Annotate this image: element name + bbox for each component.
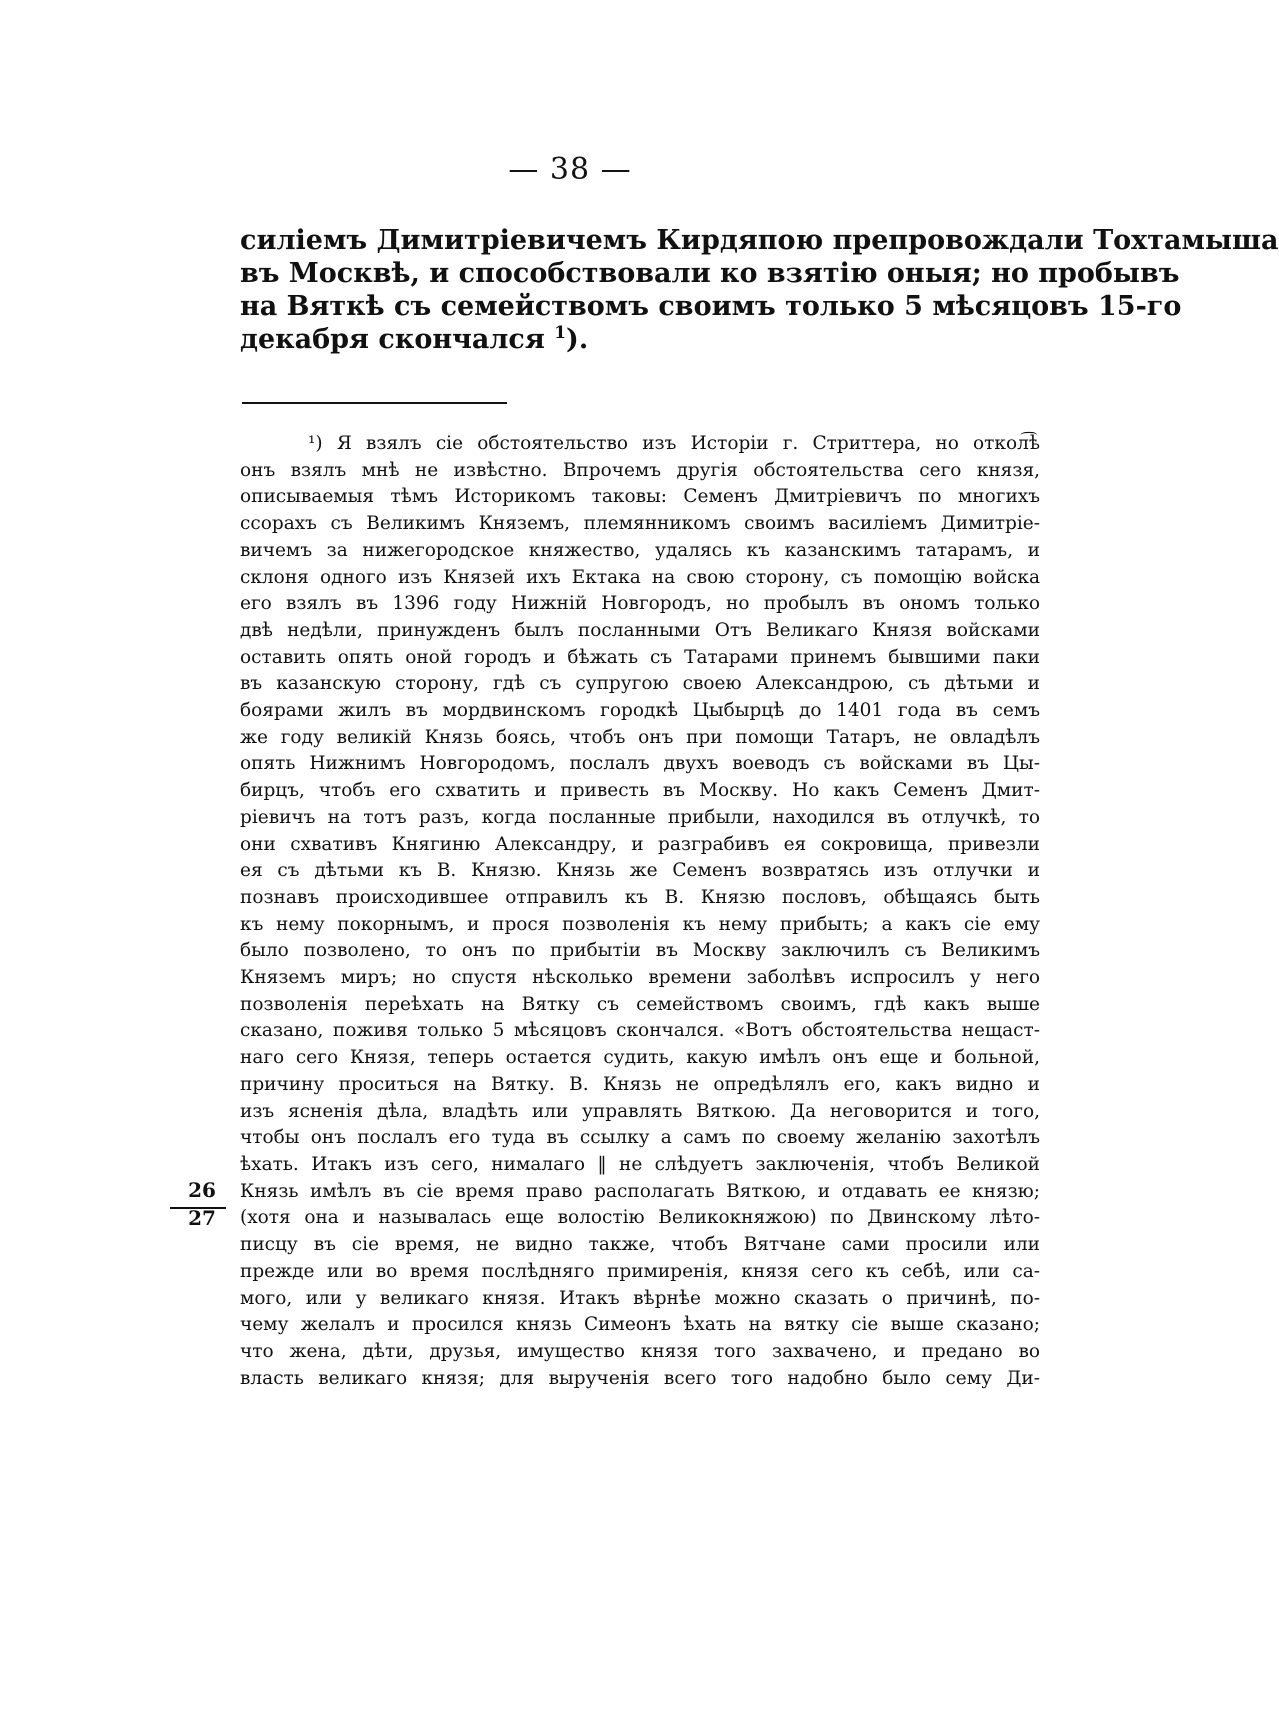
footnote-line: оставить опять оной городъ и бѣжать съ Татарами принемъ бывшими паки [240,646,1040,668]
main-text [240,224,1279,356]
footnote-line: же году великій Князь боясь, чтобъ онъ при помощи Татаръ, не овладѣлъ [240,726,1040,748]
footnote-line: чему желалъ и просился князь Симеонъ ѣхать на вятку сіе выше сказано; [240,1314,1040,1336]
margin-page-number-bottom: 27 [188,1206,216,1230]
main-text-line: силіемъ Димитріевичемъ Кирдяпою препровождали Тохтамыша [240,225,1279,256]
main-text-line-text: декабря скончался [240,324,545,355]
footnote-line: ссорахъ съ Великимъ Княземъ, племянникомъ своимъ василіемъ Димитріе- [240,513,1040,535]
footnote-line: было позволено, то онъ по прибытіи въ Москву заключилъ съ Великимъ [240,940,1040,962]
footnote-line: къ нему покорнымъ, и прося позволенія къ нему прибыть; а какъ сіе ему [240,913,1040,935]
footnote-line: боярами жилъ въ мордвинскомъ городкѣ Цыбырцѣ до 1401 года въ семъ [240,700,1040,722]
footnote-line: Князь имѣлъ въ сіе время право располагать Вяткою, и отдавать ее князю; [240,1180,1040,1202]
footnote-line: опять Нижнимъ Новгородомъ, послалъ двухъ воеводъ съ войсками въ Цы- [240,753,1040,775]
footnote-line: познавъ происходившее отправилъ къ В. Князю пословъ, обѣщаясь быть [240,886,1040,908]
main-text-closing: ). [566,324,589,355]
footnote-line-text: Я взялъ сіе обстоятельство изъ Исторіи г. Стриттера, но откол͡ѣ [336,433,1041,454]
footnote-line: описываемыя тѣмъ Историкомъ таковы: Семенъ Дмитріевичъ по многихъ [240,486,1040,508]
footnote-line: мого, или у великаго князя. Итакъ вѣрнѣе можно сказать о причинѣ, по- [240,1287,1040,1309]
footnote-line: изъ ясненія дѣла, владѣть или управлять Вяткою. Да неговорится и того, [240,1100,1040,1122]
footnote-line: что жена, дѣти, друзья, имущество князя того захвачено, и предано во [240,1340,1040,1362]
footnote-separator-rule [242,402,507,404]
footnote-line: онъ взялъ мнѣ не извѣстно. Впрочемъ другія обстоятельства сего князя, [240,459,1040,481]
main-text-line: на Вяткѣ съ семействомъ своимъ только 5 мѣсяцовъ 15-го [240,291,1182,322]
footnote-line: (хотя она и называлась еще волостію Великокняжою) по Двинскому лѣто- [240,1207,1040,1229]
footnote-line: бирцъ, чтобъ его схватить и привесть въ Москву. Но какъ Семенъ Дмит- [240,780,1040,802]
footnote-line: причину проситься на Вятку. В. Князь не опредѣлялъ его, какъ видно и [240,1073,1040,1095]
footnote-line: въ казанскую сторону, гдѣ съ супругою своею Александрою, съ дѣтьми и [240,673,1040,695]
footnote-line: писцу въ сіе время, не видно также, чтобъ Вятчане сами просили или [240,1234,1040,1256]
footnote-line: Княземъ миръ; но спустя нѣсколько времени заболѣвъ испросилъ у него [240,967,1040,989]
footnote-line: ѣхать. Итакъ изъ сего, нималаго ‖ не слѣдуетъ заключенія, чтобъ Великой [240,1153,1040,1175]
footnote-line: чтобы онъ послалъ его туда въ ссылку а самъ по своему желанію захотѣлъ [240,1127,1040,1149]
footnote-line: они схвативъ Княгиню Александру, и разграбивъ ея сокровища, привезли [240,833,1040,855]
footnote-reference[interactable]: 1 [554,323,567,343]
footnote-marker: ¹) [308,433,323,454]
footnote-line: позволенія переѣхать на Вятку съ семействомъ своимъ, гдѣ какъ выше [240,993,1040,1015]
footnote-line: прежде или во время послѣдняго примиренія, князя сего къ себѣ, или са- [240,1260,1040,1282]
footnote-line: двѣ недѣли, принужденъ былъ посланными Отъ Великаго Князя войсками [240,619,1040,641]
footnote [240,431,1040,1392]
main-text-line-last [240,323,1048,356]
footnote-line-last: власть великаго князя; для вырученія всего того надобно было сему Ди- [240,1367,1040,1389]
footnote-line: вичемъ за нижегородское княжество, удалясь къ казанскимъ татарамъ, и [240,539,1040,561]
footnote-line-first [240,431,1040,458]
main-text-line: въ Москвѣ, и способствовали ко взятію оныя; но пробывъ [240,258,1180,289]
page-number: — 38 — [508,152,632,187]
footnote-line: склоня одного изъ Князей ихъ Ектака на свою сторону, съ помощію войска [240,566,1040,588]
footnote-line: сказано, поживя только 5 мѣсяцовъ скончался. «Вотъ обстоятельства нещаст- [240,1020,1040,1042]
margin-page-number-top: 26 [188,1178,216,1202]
footnote-line: ріевичъ на тотъ разъ, когда посланные прибыли, находился въ отлучкѣ, то [240,806,1040,828]
footnote-line: ея съ дѣтьми къ В. Князю. Князь же Семенъ возвратясь изъ отлучки и [240,860,1040,882]
footnote-line: его взялъ въ 1396 году Нижній Новгородъ, но пробылъ въ ономъ только [240,593,1040,615]
footnote-line: наго сего Князя, теперь остается судить, какую имѣлъ онъ еще и больной, [240,1047,1040,1069]
